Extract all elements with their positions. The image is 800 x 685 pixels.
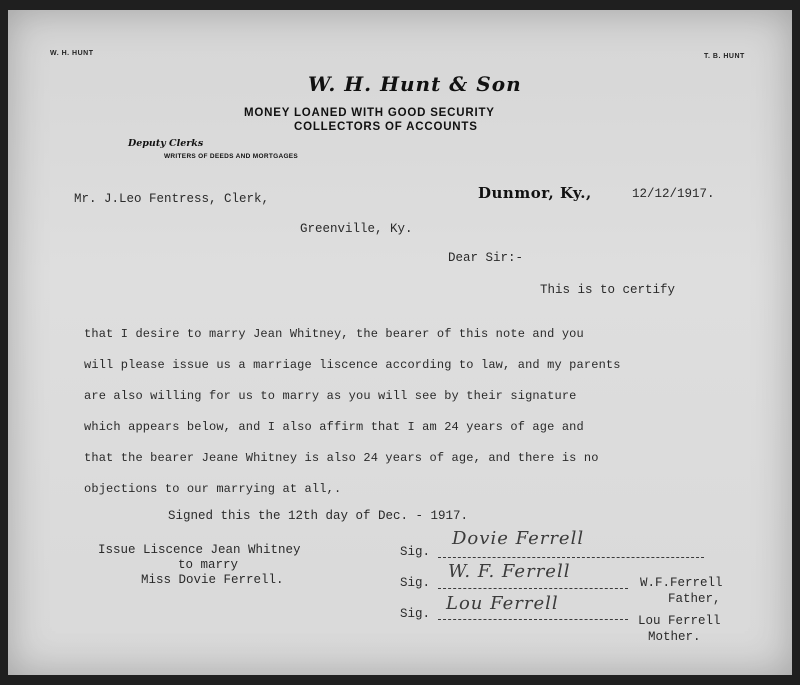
signer-role-3: Mother.	[648, 630, 701, 644]
tagline-money-loaned: MONEY LOANED WITH GOOD SECURITY	[244, 107, 495, 119]
body-line-5: that the bearer Jeane Whitney is also 24 years of age, and there is no	[84, 451, 599, 465]
letter-date: 12/12/1917.	[632, 187, 715, 201]
body-line-2: will please issue us a marriage liscence according to law, and my parents	[84, 358, 621, 372]
signature-line-3	[438, 619, 628, 620]
salutation: Dear Sir:-	[448, 251, 524, 265]
opening-line: This is to certify	[540, 283, 676, 297]
signature-dovie-ferrell: Dovie Ferrell	[452, 528, 585, 549]
body-line-1: that I desire to marry Jean Whitney, the bearer of this note and you	[84, 327, 584, 341]
body-line-3: are also willing for us to marry as you will see by their signature	[84, 389, 577, 403]
addressee: Mr. J.Leo Fentress, Clerk,	[74, 192, 270, 206]
signed-line: Signed this the 12th day of Dec. - 1917.	[168, 509, 469, 523]
issue-note-line-3: Miss Dovie Ferrell.	[141, 573, 284, 587]
signer-role-2: Father,	[668, 592, 721, 606]
address-city: Greenville, Ky.	[300, 222, 413, 236]
body-line-6: objections to our marrying at all,.	[84, 482, 342, 496]
signature-line-1	[438, 557, 704, 558]
issue-note-line-2: to marry	[178, 558, 239, 572]
firm-name: W. H. Hunt & Son	[308, 72, 522, 96]
sig-prefix-2: Sig.	[400, 576, 431, 590]
deputy-clerks: Deputy Clerks	[128, 138, 204, 149]
sig-prefix-1: Sig.	[400, 545, 431, 559]
place-line: Dunmor, Ky.,	[478, 184, 592, 202]
signature-wf-ferrell: W. F. Ferrell	[448, 561, 571, 582]
sig-prefix-3: Sig.	[400, 607, 431, 621]
signature-line-2	[438, 588, 628, 589]
signer-name-3: Lou Ferrell	[638, 614, 721, 628]
tagline-collectors: COLLECTORS OF ACCOUNTS	[294, 121, 478, 133]
writers-of-deeds: WRITERS OF DEEDS AND MORTGAGES	[164, 153, 299, 160]
letter-page	[8, 10, 792, 675]
left-corner-name: W. H. HUNT	[50, 50, 94, 57]
signer-name-2: W.F.Ferrell	[640, 576, 723, 590]
body-line-4: which appears below, and I also affirm that I am 24 years of age and	[84, 420, 584, 434]
signature-lou-ferrell: Lou Ferrell	[446, 593, 559, 614]
right-corner-name: T. B. HUNT	[704, 53, 745, 60]
issue-note-line-1: Issue Liscence Jean Whitney	[98, 543, 301, 557]
